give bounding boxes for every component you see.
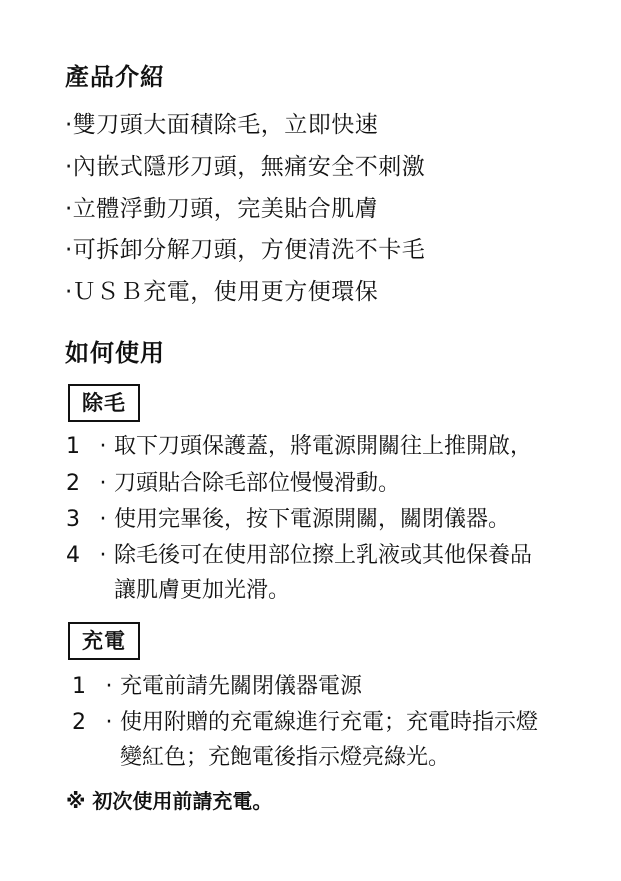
charging-step-2 xyxy=(72,708,538,738)
feature-item-2: ·內嵌式隱形刀頭，無痛安全不刺激 xyxy=(65,154,426,180)
charging-label: 充電 xyxy=(68,622,140,660)
hair-removal-step-3 xyxy=(66,505,510,535)
first-use-note: ※ 初次使用前請充電。 xyxy=(66,789,273,813)
how-to-use-heading: 如何使用 xyxy=(65,339,165,367)
hair-removal-step-4 xyxy=(66,541,532,571)
step-number: 2 xyxy=(66,471,80,496)
charging-step-1 xyxy=(72,672,362,702)
charging-step-2-continued: 變紅色；充飽電後指示燈亮綠光。 xyxy=(120,745,451,770)
product-intro-heading: 產品介紹 xyxy=(65,63,165,91)
hair-removal-step-2 xyxy=(66,469,400,499)
hair-removal-label: 除毛 xyxy=(68,384,140,422)
step-dot: · xyxy=(105,674,113,699)
step-text: 充電前請先關閉儀器電源 xyxy=(120,674,363,699)
feature-item-5: ·ＵＳＢ充電，使用更方便環保 xyxy=(65,279,379,305)
step-dot: · xyxy=(99,543,107,568)
step-number: 2 xyxy=(72,710,86,735)
feature-item-3: ·立體浮動刀頭，完美貼合肌膚 xyxy=(65,196,379,222)
step-number: 1 xyxy=(72,674,86,699)
step-text: 使用附贈的充電線進行充電；充電時指示燈 xyxy=(120,710,539,735)
feature-item-4: ·可拆卸分解刀頭，方便清洗不卡毛 xyxy=(65,237,426,263)
hair-removal-step-1 xyxy=(66,432,532,462)
step-dot: · xyxy=(99,507,107,532)
step-number: 4 xyxy=(66,543,80,568)
feature-item-1: ·雙刀頭大面積除毛，立即快速 xyxy=(65,112,379,138)
hair-removal-step-4-continued: 讓肌膚更加光滑。 xyxy=(114,578,291,603)
step-dot: · xyxy=(99,471,107,496)
step-text: 取下刀頭保護蓋，將電源開關往上推開啟， xyxy=(114,434,533,459)
step-text: 除毛後可在使用部位擦上乳液或其他保養品 xyxy=(114,543,533,568)
step-number: 3 xyxy=(66,507,80,532)
step-dot: · xyxy=(105,710,113,735)
step-number: 1 xyxy=(66,434,80,459)
step-dot: · xyxy=(99,434,107,459)
step-text: 刀頭貼合除毛部位慢慢滑動。 xyxy=(114,471,401,496)
step-text: 使用完畢後，按下電源開關，關閉儀器。 xyxy=(114,507,511,532)
